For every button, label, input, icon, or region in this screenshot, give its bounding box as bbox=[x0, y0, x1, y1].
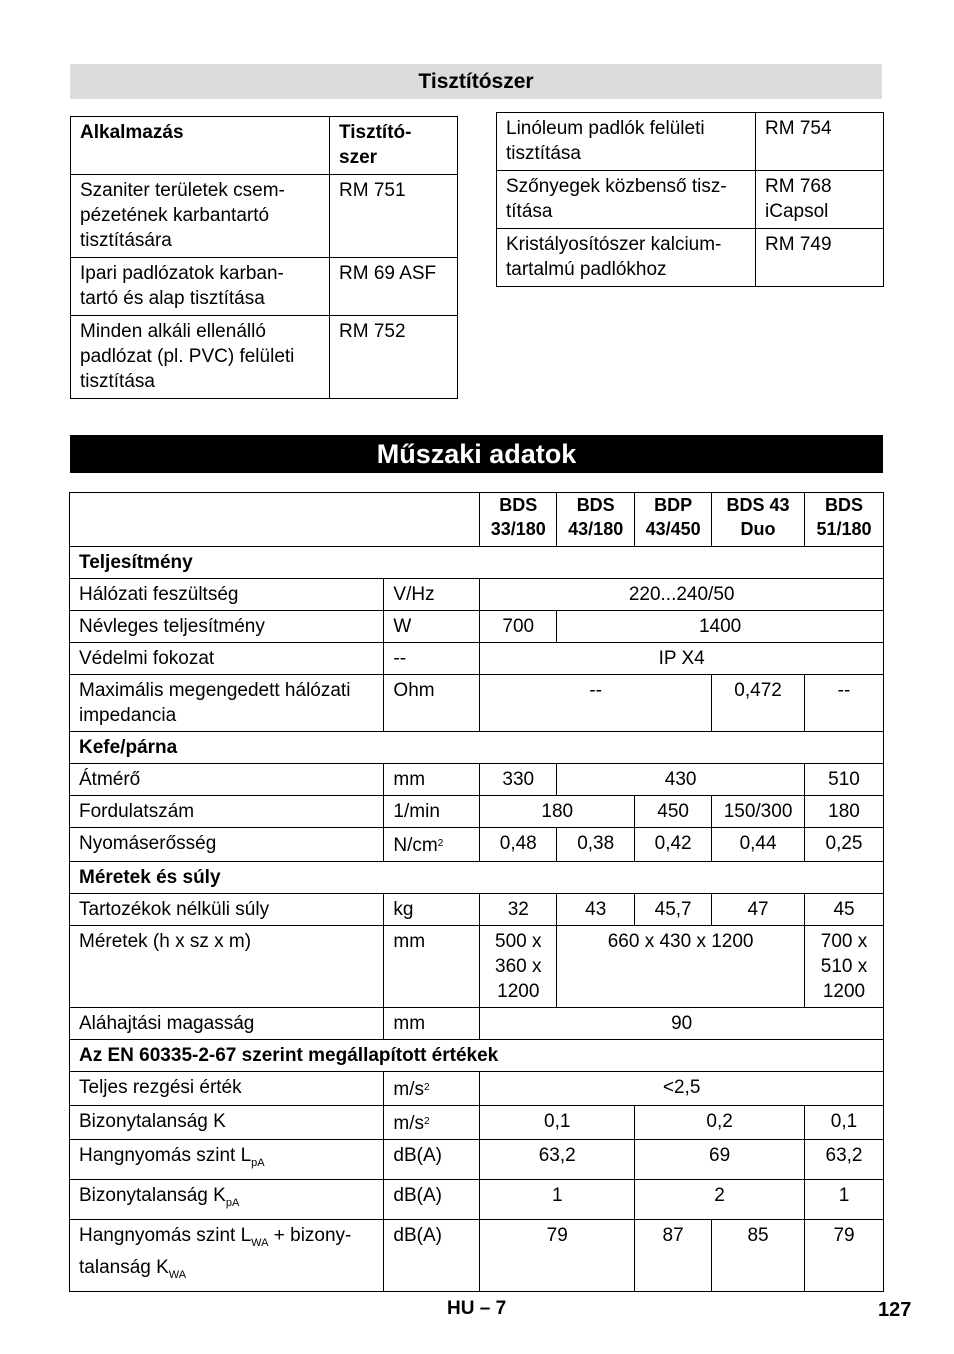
row-unit: $m/s^2$ bbox=[384, 1072, 480, 1106]
header-application: Alkalmazás bbox=[71, 117, 330, 175]
row-value: 220...240/50 bbox=[480, 579, 884, 611]
row-unit: mm bbox=[384, 1008, 480, 1040]
row-label: Hálózati feszültség bbox=[70, 579, 384, 611]
row-value: 330 bbox=[480, 764, 557, 796]
row-label: Maximális megengedett hálózati impedancia bbox=[70, 675, 384, 732]
row-unit: dB(A) bbox=[384, 1219, 480, 1292]
row-unit: dB(A) bbox=[384, 1140, 480, 1180]
agent-cell: RM 752 bbox=[330, 316, 458, 399]
page-number: 127 bbox=[878, 1299, 912, 1321]
row-value: IP X4 bbox=[480, 643, 884, 675]
row-label: Bizonytalanság K bbox=[70, 1106, 384, 1140]
table-row bbox=[71, 316, 458, 399]
row-unit: $N/cm^2$ bbox=[384, 828, 480, 862]
row-value: 63,2 bbox=[480, 1140, 635, 1180]
row-value: 45 bbox=[805, 894, 884, 926]
table-row bbox=[70, 1140, 884, 1180]
row-value: 0,472 bbox=[712, 675, 805, 732]
row-unit: dB(A) bbox=[384, 1179, 480, 1219]
row-label: Fordulatszám bbox=[70, 796, 384, 828]
model-header: BDS 51/180 bbox=[805, 493, 884, 547]
row-label: Méretek (h x sz x m) bbox=[70, 926, 384, 1008]
agent-cell: RM 749 bbox=[756, 229, 884, 287]
row-value: 0,25 bbox=[805, 828, 884, 862]
row-unit: 1/min bbox=[384, 796, 480, 828]
row-value: -- bbox=[805, 675, 884, 732]
row-unit: Ohm bbox=[384, 675, 480, 732]
section-row bbox=[70, 732, 884, 764]
row-label: Bizonytalanság $K_{pA}$ bbox=[70, 1179, 384, 1219]
row-value: 1400 bbox=[557, 611, 884, 643]
row-value: 2 bbox=[635, 1179, 805, 1219]
row-value: 45,7 bbox=[635, 894, 712, 926]
section-brush: Kefe/párna bbox=[70, 732, 884, 764]
row-value: 87 bbox=[635, 1219, 712, 1292]
row-label: Tartozékok nélküli súly bbox=[70, 894, 384, 926]
table-header-row bbox=[71, 117, 458, 175]
row-value: 0,1 bbox=[480, 1106, 635, 1140]
row-value: 700 bbox=[480, 611, 557, 643]
table-row bbox=[70, 1179, 884, 1219]
agent-cell: RM 751 bbox=[330, 175, 458, 258]
row-value: 43 bbox=[557, 894, 635, 926]
section-performance: Teljesítmény bbox=[70, 547, 884, 579]
table-row bbox=[70, 894, 884, 926]
row-value: 32 bbox=[480, 894, 557, 926]
table-row bbox=[497, 229, 884, 287]
row-label: Nyomáserősség bbox=[70, 828, 384, 862]
page-section-label: HU – 7 bbox=[447, 1298, 507, 1319]
agent-cell: RM 69 ASF bbox=[330, 258, 458, 316]
row-value: 85 bbox=[712, 1219, 805, 1292]
table-row bbox=[70, 1106, 884, 1140]
row-unit: mm bbox=[384, 926, 480, 1008]
row-value: 180 bbox=[805, 796, 884, 828]
section-row bbox=[70, 547, 884, 579]
row-value: 79 bbox=[805, 1219, 884, 1292]
table-row bbox=[70, 675, 884, 732]
technical-data-heading: Műszaki adatok bbox=[70, 435, 883, 473]
row-unit: kg bbox=[384, 894, 480, 926]
row-value: 500 x 360 x 1200 bbox=[480, 926, 557, 1008]
row-label: Átmérő bbox=[70, 764, 384, 796]
row-unit: mm bbox=[384, 764, 480, 796]
row-value: 180 bbox=[480, 796, 635, 828]
row-label: Védelmi fokozat bbox=[70, 643, 384, 675]
cleaning-agents-table-right bbox=[496, 112, 884, 287]
table-row bbox=[70, 611, 884, 643]
agent-cell: RM 754 bbox=[756, 113, 884, 171]
table-row bbox=[497, 171, 884, 229]
section-row bbox=[70, 1040, 884, 1072]
row-label: Hangnyomás szint $L_{pA}$ bbox=[70, 1140, 384, 1180]
application-cell: Linóleum padlók felületi tisztítása bbox=[497, 113, 756, 171]
table-row bbox=[70, 643, 884, 675]
row-value: 47 bbox=[712, 894, 805, 926]
header-blank-cell bbox=[70, 493, 480, 547]
row-value: 0,44 bbox=[712, 828, 805, 862]
row-value: 1 bbox=[805, 1179, 884, 1219]
row-unit: W bbox=[384, 611, 480, 643]
row-value: 700 x 510 x 1200 bbox=[805, 926, 884, 1008]
row-unit: V/Hz bbox=[384, 579, 480, 611]
row-value: 660 x 430 x 1200 bbox=[557, 926, 805, 1008]
application-cell: Ipari padlózatok karban- tartó és alap tisztítása bbox=[71, 258, 330, 316]
cleaning-agents-table-left bbox=[70, 116, 458, 399]
row-value: 90 bbox=[480, 1008, 884, 1040]
section-row bbox=[70, 862, 884, 894]
row-value: 450 bbox=[635, 796, 712, 828]
table-row bbox=[70, 1072, 884, 1106]
section-dimensions: Méretek és súly bbox=[70, 862, 884, 894]
technical-data-table bbox=[69, 492, 884, 1292]
agent-cell: RM 768 iCapsol bbox=[756, 171, 884, 229]
row-value: 63,2 bbox=[805, 1140, 884, 1180]
row-value: 0,1 bbox=[805, 1106, 884, 1140]
row-unit: $m/s^2$ bbox=[384, 1106, 480, 1140]
row-value: 0,42 bbox=[635, 828, 712, 862]
row-value: 430 bbox=[557, 764, 805, 796]
table-row bbox=[70, 764, 884, 796]
table-row bbox=[70, 796, 884, 828]
application-cell: Kristályosítószer kalcium- tartalmú padlókhoz bbox=[497, 229, 756, 287]
row-unit: -- bbox=[384, 643, 480, 675]
row-value: -- bbox=[480, 675, 712, 732]
table-row bbox=[70, 926, 884, 1008]
row-value: 510 bbox=[805, 764, 884, 796]
row-value: 0,48 bbox=[480, 828, 557, 862]
table-row bbox=[70, 579, 884, 611]
application-cell: Minden alkáli ellenálló padlózat (pl. PVC) felületi tisztítása bbox=[71, 316, 330, 399]
model-header: BDP 43/450 bbox=[635, 493, 712, 547]
table-row bbox=[71, 175, 458, 258]
section-en-values: Az EN 60335-2-67 szerint megállapított értékek bbox=[70, 1040, 884, 1072]
model-header: BDS 43/180 bbox=[557, 493, 635, 547]
table-row bbox=[70, 828, 884, 862]
table-row bbox=[70, 1008, 884, 1040]
model-header-row bbox=[70, 493, 884, 547]
row-label: Névleges teljesítmény bbox=[70, 611, 384, 643]
model-header: BDS 43 Duo bbox=[712, 493, 805, 547]
row-label: Hangnyomás szint $L_{WA}$ + bizony- talanság $K_{WA}$ bbox=[70, 1219, 384, 1292]
table-row bbox=[497, 113, 884, 171]
row-value: 1 bbox=[480, 1179, 635, 1219]
table-row bbox=[70, 1219, 884, 1292]
row-value: 69 bbox=[635, 1140, 805, 1180]
row-value: 0,38 bbox=[557, 828, 635, 862]
table-row bbox=[71, 258, 458, 316]
application-cell: Szőnyegek közbenső tisz- títása bbox=[497, 171, 756, 229]
model-header: BDS 33/180 bbox=[480, 493, 557, 547]
header-agent: Tisztító- szer bbox=[330, 117, 458, 175]
row-label: Teljes rezgési érték bbox=[70, 1072, 384, 1106]
row-value: 79 bbox=[480, 1219, 635, 1292]
row-label: Aláhajtási magasság bbox=[70, 1008, 384, 1040]
row-value: <2,5 bbox=[480, 1072, 884, 1106]
application-cell: Szaniter területek csem- pézetének karbantartó tisztítására bbox=[71, 175, 330, 258]
row-value: 0,2 bbox=[635, 1106, 805, 1140]
cleaning-agents-heading: Tisztítószer bbox=[70, 64, 882, 99]
row-value: 150/300 bbox=[712, 796, 805, 828]
